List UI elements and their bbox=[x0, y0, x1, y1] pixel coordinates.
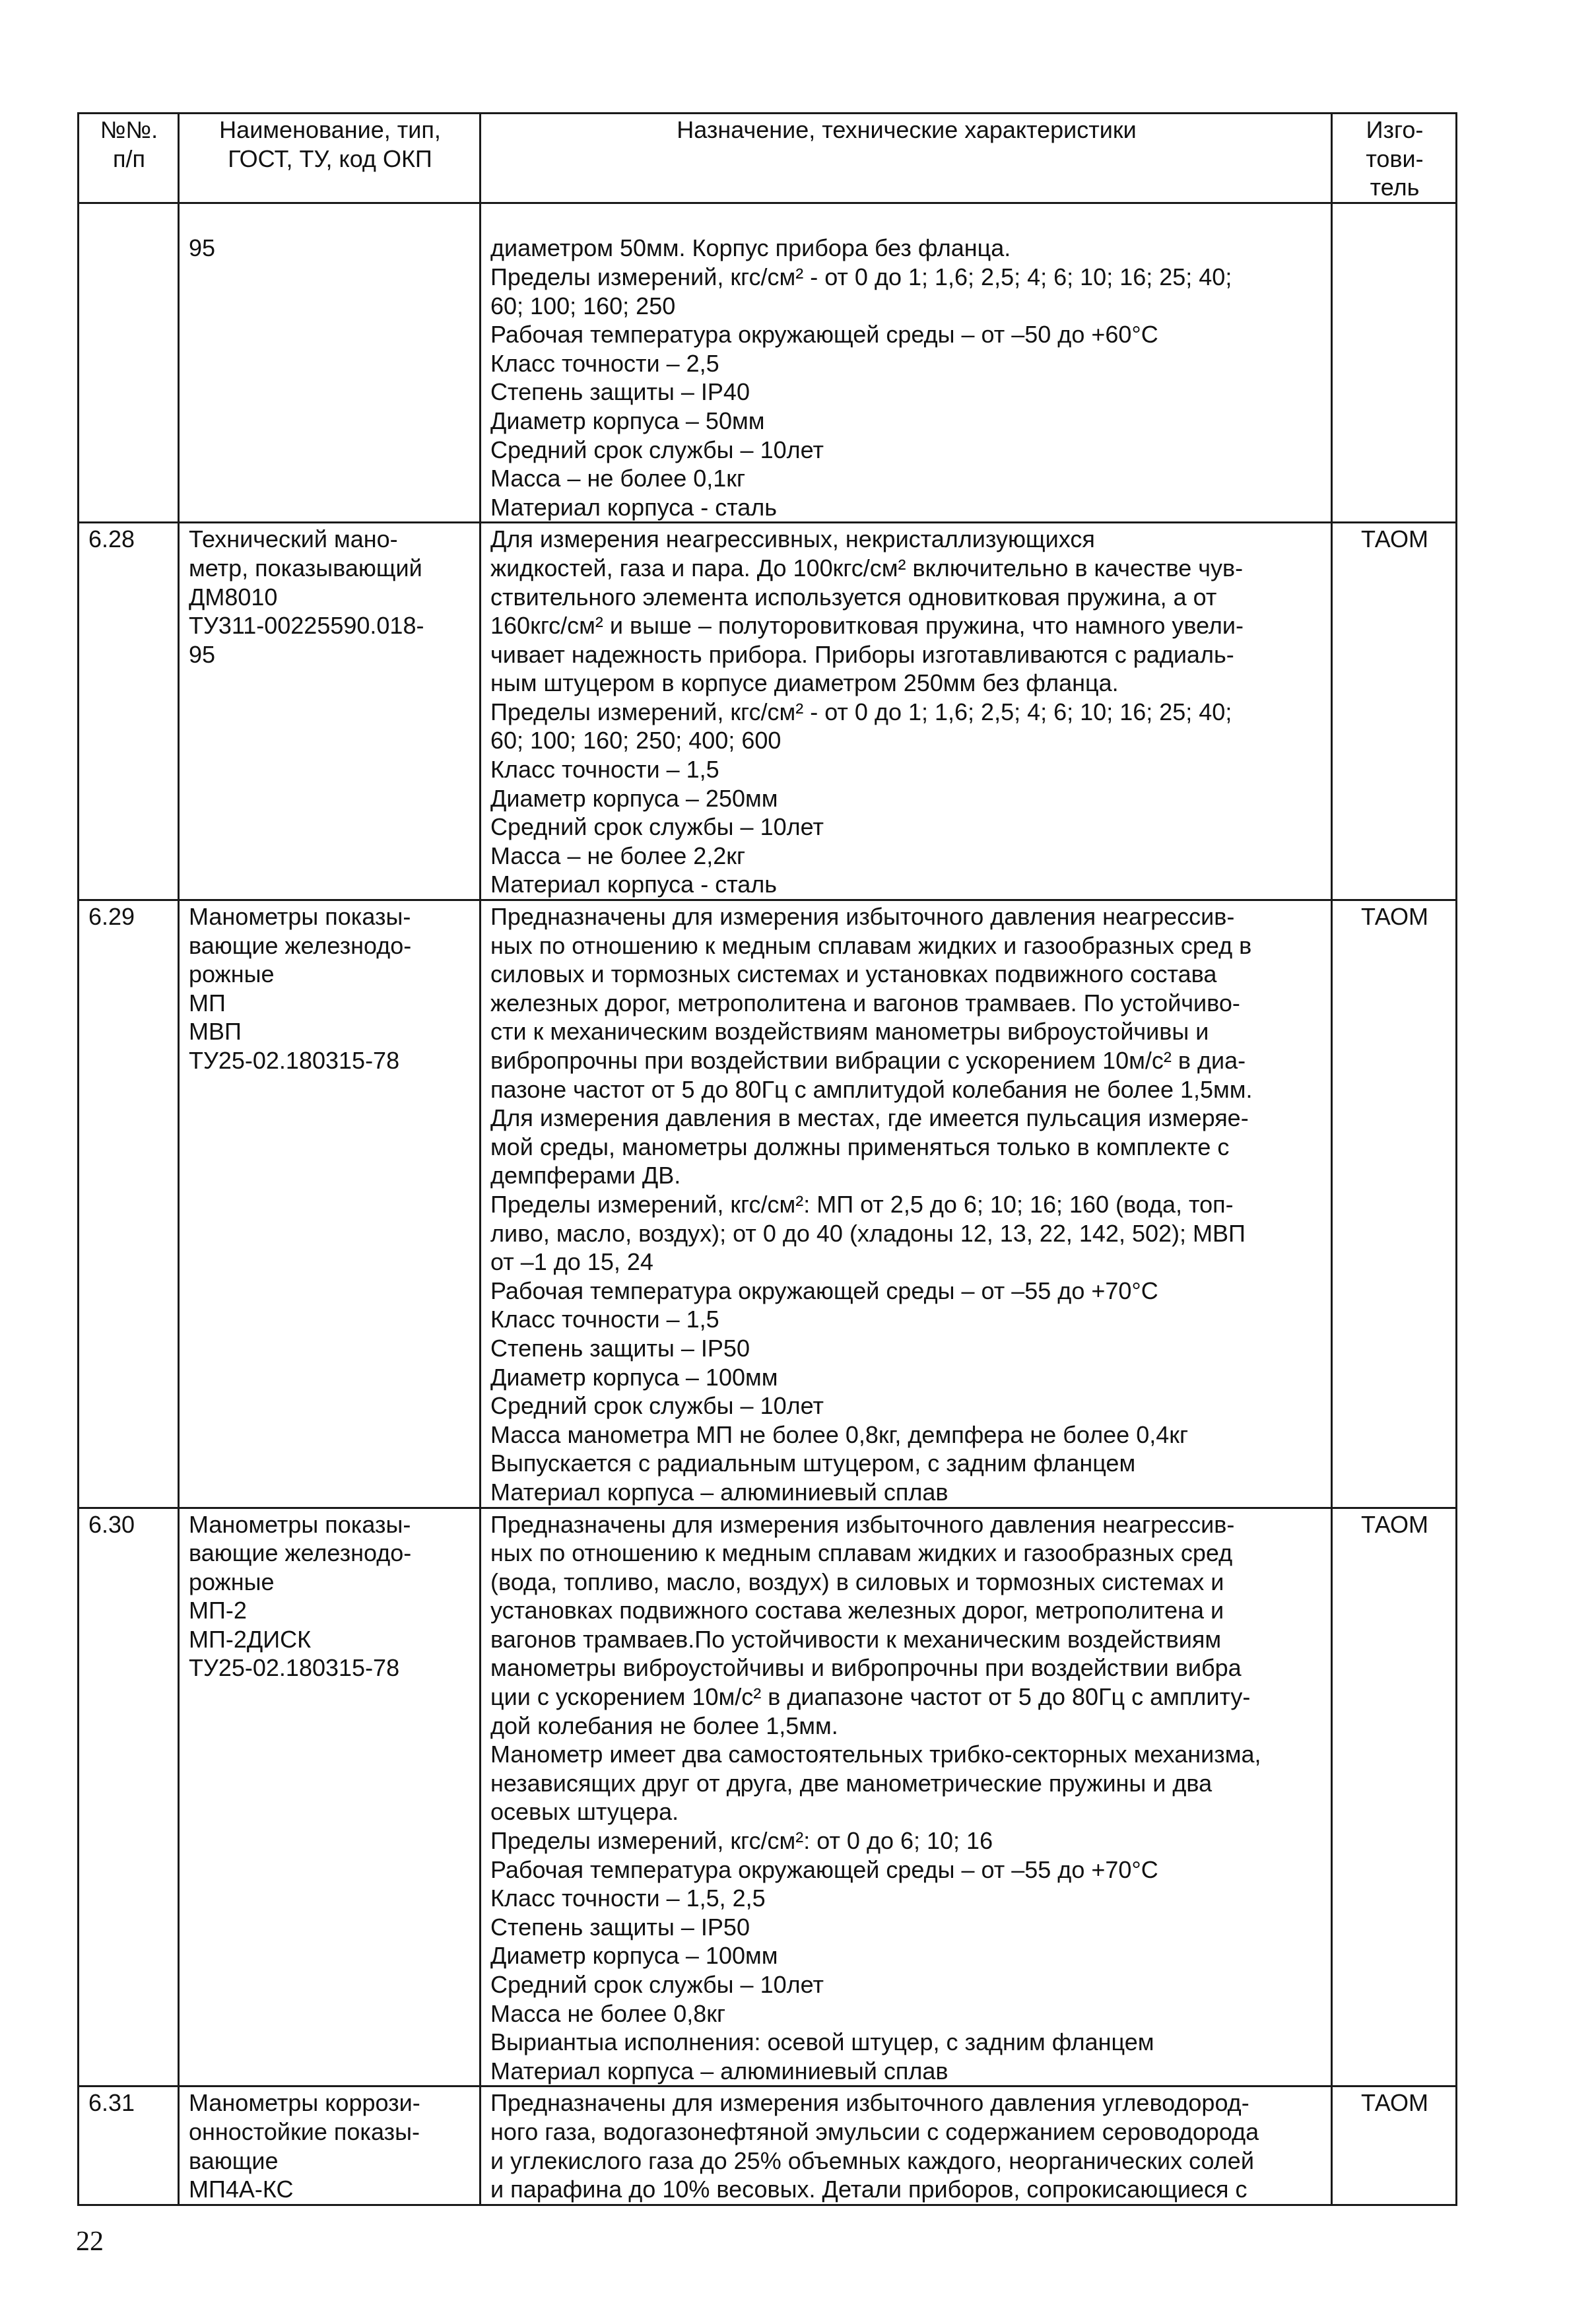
desc-line: жидкостей, газа и пара. До 100кгс/см² включительно в качестве чув- bbox=[490, 554, 1244, 582]
desc-line: Материал корпуса - сталь bbox=[490, 871, 778, 898]
desc-line: Диаметр корпуса – 250мм bbox=[490, 784, 778, 812]
desc-line: Пределы измерений, кгс/см² - от 0 до 1; 1,6; 2,5; 4; 6; 10; 16; 25; 40; bbox=[490, 698, 1232, 725]
header-maker-line: тови- bbox=[1366, 145, 1424, 172]
desc-line: силовых и тормозных системах и установках подвижного состава bbox=[490, 960, 1217, 988]
row-desc-cell bbox=[481, 900, 1332, 1508]
row-number bbox=[79, 203, 179, 523]
header-desc bbox=[481, 114, 1332, 203]
row-number: 6.29 bbox=[79, 900, 179, 1508]
name-line bbox=[189, 205, 471, 234]
desc-line: Степень защиты – IP50 bbox=[490, 1913, 750, 1941]
desc-line: Рабочая температура окружающей среды – от –50 до +60°С bbox=[490, 321, 1158, 349]
desc-line: (вода, топливо, масло, воздух) в силовых и тормозных системах и bbox=[490, 1568, 1224, 1595]
table-row bbox=[79, 523, 1457, 900]
desc-line: 60; 100; 160; 250; 400; 600 bbox=[490, 727, 781, 754]
desc-line: Диаметр корпуса – 100мм bbox=[490, 1942, 778, 1970]
name-line: метр, показывающий bbox=[189, 554, 422, 582]
header-num-line: №№. bbox=[100, 116, 158, 143]
desc-line: Степень защиты – IP50 bbox=[490, 1334, 750, 1362]
desc-line: Класс точности – 1,5, 2,5 bbox=[490, 1885, 766, 1912]
header-num-line: п/п bbox=[113, 145, 145, 172]
table-row bbox=[79, 900, 1457, 1508]
desc-line: Масса не более 0,8кг bbox=[490, 1999, 726, 2027]
row-desc-cell bbox=[481, 203, 1332, 523]
table-row bbox=[79, 203, 1457, 523]
desc-line: манометры виброустойчивы и вибропрочны при воздействии вибра bbox=[490, 1654, 1242, 1682]
desc-line: Для измерения давления в местах, где имеется пульсация измеряе- bbox=[490, 1104, 1249, 1132]
name-line: ТУ25-02.180315-78 bbox=[189, 1047, 400, 1074]
desc-line: Выпускается с радиальным штуцером, с задним фланцем bbox=[490, 1450, 1136, 1477]
desc-line: 60; 100; 160; 250 bbox=[490, 292, 676, 319]
name-line: МП bbox=[189, 989, 226, 1017]
header-name bbox=[179, 114, 481, 203]
desc-line: Материал корпуса - сталь bbox=[490, 493, 778, 521]
desc-line: Масса манометра МП не более 0,8кг, демпфера не более 0,4кг bbox=[490, 1420, 1189, 1448]
desc-line: Класс точности – 2,5 bbox=[490, 349, 719, 377]
name-line: МВП bbox=[189, 1018, 242, 1046]
name-line: рожные bbox=[189, 1568, 275, 1595]
header-desc-line: Назначение, технические характеристики bbox=[677, 116, 1137, 143]
name-line: онностойкие показы- bbox=[189, 2118, 420, 2145]
row-name-cell bbox=[179, 203, 481, 523]
row-maker: ТАОМ bbox=[1332, 900, 1457, 1508]
desc-line: пазоне частот от 5 до 80Гц с амплитудой колебания не более 1,5мм. bbox=[490, 1075, 1253, 1103]
row-maker bbox=[1332, 203, 1457, 523]
desc-line: осевых штуцера. bbox=[490, 1798, 679, 1826]
desc-line bbox=[490, 205, 1323, 234]
desc-line: вагонов трамваев.По устойчивости к механическим воздействиям bbox=[490, 1625, 1222, 1653]
desc-line: Предназначены для измерения избыточного давления неагрессив- bbox=[490, 1510, 1235, 1538]
desc-line: Рабочая температура окружающей среды – от –55 до +70°С bbox=[490, 1855, 1158, 1883]
name-line: МП-2ДИСК bbox=[189, 1625, 312, 1653]
row-desc-cell bbox=[481, 1508, 1332, 2086]
desc-line: Для измерения неагрессивных, некристаллизующихся bbox=[490, 525, 1095, 553]
desc-line: Степень защиты – IP40 bbox=[490, 378, 750, 406]
desc-line: Выриантыа исполнения: осевой штуцер, с задним фланцем bbox=[490, 2028, 1154, 2056]
desc-line: независящих друг от друга, две манометрические пружины и два bbox=[490, 1769, 1213, 1797]
row-number: 6.31 bbox=[79, 2086, 179, 2205]
row-desc-cell bbox=[481, 523, 1332, 900]
desc-line: и парафина до 10% весовых. Детали приборов, сопрокисающиеся с bbox=[490, 2176, 1247, 2203]
page-number: 22 bbox=[76, 2226, 104, 2257]
header-name-line: ГОСТ, ТУ, код ОКП bbox=[228, 145, 432, 172]
desc-line: Средний срок службы – 10лет bbox=[490, 1971, 824, 1998]
name-line: Манометры показы- bbox=[189, 903, 411, 931]
desc-line: установках подвижного состава железных дорог, метрополитена и bbox=[490, 1597, 1224, 1624]
name-line: вающие bbox=[189, 2147, 279, 2174]
header-maker-line: Изго- bbox=[1366, 116, 1424, 143]
name-line: МП-2 bbox=[189, 1597, 247, 1624]
desc-line: Диаметр корпуса – 100мм bbox=[490, 1363, 778, 1391]
name-line: 95 bbox=[189, 234, 216, 262]
name-line: Технический мано- bbox=[189, 525, 398, 553]
desc-line: дой колебания не более 1,5мм. bbox=[490, 1712, 838, 1739]
desc-line: Пределы измерений, кгс/см² - от 0 до 1; 1,6; 2,5; 4; 6; 10; 16; 25; 40; bbox=[490, 263, 1232, 290]
desc-line: Рабочая температура окружающей среды – от –55 до +70°С bbox=[490, 1277, 1158, 1304]
desc-line: Средний срок службы – 10лет bbox=[490, 1392, 824, 1420]
header-num bbox=[79, 114, 179, 203]
desc-line: Диаметр корпуса – 50мм bbox=[490, 407, 765, 434]
specification-table bbox=[77, 112, 1457, 2206]
row-desc-cell bbox=[481, 2086, 1332, 2205]
desc-line: Предназначены для измерения избыточного давления углеводород- bbox=[490, 2089, 1249, 2117]
desc-line: Материал корпуса – алюминиевый сплав bbox=[490, 2057, 948, 2085]
table-row bbox=[79, 1508, 1457, 2086]
desc-line: Масса – не более 0,1кг bbox=[490, 465, 746, 492]
desc-line: мой среды, манометры должны применяться только в комплекте с bbox=[490, 1133, 1230, 1160]
name-line: МП4А-КС bbox=[189, 2176, 294, 2203]
desc-line: Средний срок службы – 10лет bbox=[490, 436, 824, 463]
row-maker: ТАОМ bbox=[1332, 2086, 1457, 2205]
desc-line: вибропрочны при воздействии вибрации с ускорением 10м/с² в диа- bbox=[490, 1047, 1246, 1074]
desc-line: диаметром 50мм. Корпус прибора без фланца. bbox=[490, 234, 1011, 262]
name-line: ТУ25-02.180315-78 bbox=[189, 1654, 400, 1682]
desc-line: Пределы измерений, кгс/см²: от 0 до 6; 10; 16 bbox=[490, 1827, 993, 1855]
desc-line: Материал корпуса – алюминиевый сплав bbox=[490, 1478, 948, 1506]
desc-line: от –1 до 15, 24 bbox=[490, 1248, 653, 1276]
desc-line: ливо, масло, воздух); от 0 до 40 (хладоны 12, 13, 22, 142, 502); МВП bbox=[490, 1219, 1246, 1247]
row-name-cell bbox=[179, 1508, 481, 2086]
name-line: вающие железнодо- bbox=[189, 1539, 412, 1567]
row-number: 6.28 bbox=[79, 523, 179, 900]
name-line: Манометры показы- bbox=[189, 1510, 411, 1538]
desc-line: Средний срок службы – 10лет bbox=[490, 813, 824, 841]
desc-line: Класс точности – 1,5 bbox=[490, 1306, 719, 1333]
desc-line: демпферами ДВ. bbox=[490, 1162, 681, 1189]
desc-line: Пределы измерений, кгс/см²: МП от 2,5 до 6; 10; 16; 160 (вода, топ- bbox=[490, 1190, 1234, 1218]
desc-line: железных дорог, метрополитена и вагонов трамваев. По устойчиво- bbox=[490, 989, 1240, 1017]
desc-line: 160кгс/см² и выше – полуторовитковая пружина, что намного увели- bbox=[490, 612, 1244, 640]
desc-line: Класс точности – 1,5 bbox=[490, 756, 719, 784]
header-maker-line: тель bbox=[1370, 174, 1420, 201]
row-maker: ТАОМ bbox=[1332, 1508, 1457, 2086]
desc-line: сти к механическим воздействиям манометры виброустойчивы и bbox=[490, 1018, 1209, 1046]
name-line: Манометры коррози- bbox=[189, 2089, 420, 2117]
desc-line: чивает надежность прибора. Приборы изготавливаются с радиаль- bbox=[490, 640, 1234, 668]
row-maker: ТАОМ bbox=[1332, 523, 1457, 900]
desc-line: ных по отношению к медным сплавам жидких и газообразных сред bbox=[490, 1539, 1233, 1567]
name-line: рожные bbox=[189, 960, 275, 988]
header-row bbox=[79, 114, 1457, 203]
desc-line: ного газа, водогазонефтяной эмульсии с содержанием сероводорода bbox=[490, 2118, 1259, 2145]
desc-line: Манометр имеет два самостоятельных трибко-секторных механизма, bbox=[490, 1741, 1261, 1768]
row-name-cell bbox=[179, 2086, 481, 2205]
header-name-line: Наименование, тип, bbox=[219, 116, 441, 143]
desc-line: и углекислого газа до 25% объемных каждого, неорганических солей bbox=[490, 2147, 1254, 2174]
name-line: вающие железнодо- bbox=[189, 931, 412, 959]
desc-line: ных по отношению к медным сплавам жидких и газообразных сред в bbox=[490, 931, 1252, 959]
name-line: ТУ311-00225590.018- bbox=[189, 612, 424, 640]
table-row bbox=[79, 2086, 1457, 2205]
row-name-cell bbox=[179, 523, 481, 900]
header-maker bbox=[1332, 114, 1457, 203]
desc-line: ствительного элемента используется одновитковая пружина, а от bbox=[490, 583, 1217, 611]
name-line: 95 bbox=[189, 640, 216, 668]
desc-line: ции с ускорением 10м/с² в диапазоне частот от 5 до 80Гц с амплиту- bbox=[490, 1683, 1251, 1711]
row-number: 6.30 bbox=[79, 1508, 179, 2086]
name-line: ДМ8010 bbox=[189, 583, 278, 611]
row-name-cell bbox=[179, 900, 481, 1508]
desc-line: Предназначены для измерения избыточного давления неагрессив- bbox=[490, 903, 1235, 931]
desc-line: Масса – не более 2,2кг bbox=[490, 842, 746, 869]
desc-line: ным штуцером в корпусе диаметром 250мм без фланца. bbox=[490, 669, 1119, 697]
